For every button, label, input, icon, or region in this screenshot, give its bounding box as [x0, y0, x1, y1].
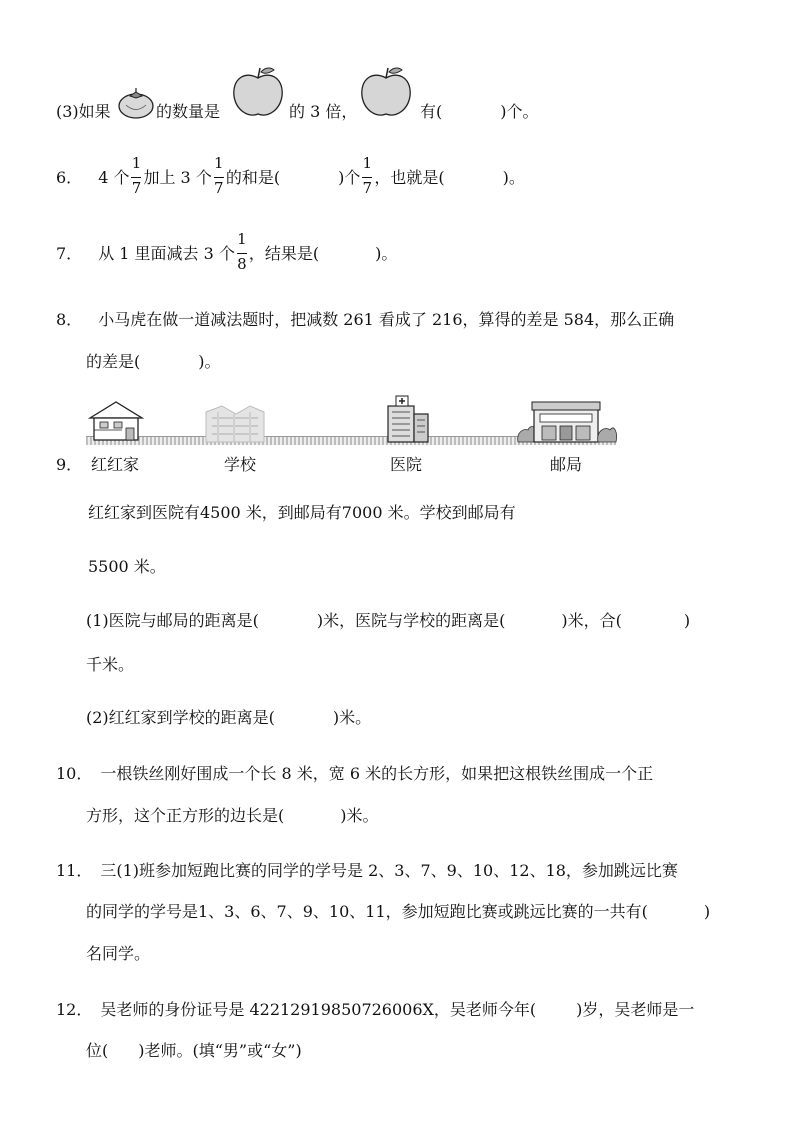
- q9-text-line2: 5500 米。: [88, 557, 166, 576]
- q8-text-line2b: )。: [198, 352, 221, 371]
- house-icon: [86, 398, 146, 442]
- q9-part1-line: [86, 611, 690, 631]
- q10-text-line1: 一根铁丝刚好围成一个长 8 米，宽 6 米的长方形，如果把这根铁丝围成一个正: [100, 764, 654, 783]
- question-number: 10．: [56, 764, 93, 783]
- place-label-hospital: 医院: [390, 455, 423, 474]
- fraction-one-eighth: [236, 229, 248, 273]
- q6-text-b: 加上 3 个: [143, 168, 212, 187]
- place-label-post-office: 邮局: [550, 455, 583, 474]
- q12-line-2: [86, 1041, 302, 1061]
- q9-p1-text-c: )米，合(: [561, 611, 622, 630]
- place-label-school: 学校: [224, 455, 257, 474]
- q12-text-line2b: )老师。(填“男”或“女”): [138, 1041, 302, 1060]
- post-office-icon: [516, 396, 618, 444]
- q5-text-b: 的数量是: [156, 102, 221, 121]
- q9-p1-text-d: ): [683, 611, 691, 630]
- q12-text-line2a: 位(: [86, 1041, 109, 1060]
- q9-p1-text-a: (1)医院与邮局的距离是(: [86, 611, 259, 630]
- q7-text-a: 从 1 里面减去 3 个: [98, 244, 235, 263]
- q8-line-2: [86, 352, 221, 372]
- q10-text-line2a: 方形，这个正方形的边长是(: [86, 806, 285, 825]
- q11-line-1: [56, 861, 678, 881]
- q9-part1-line2: 千米。: [86, 655, 135, 674]
- q10-line-1: [56, 764, 653, 784]
- apple-icon: [230, 64, 286, 120]
- fraction-one-seventh: [213, 153, 225, 197]
- q12-text-line1a: 吴老师的身份证号是 42212919850726006X，吴老师今年(: [100, 1000, 537, 1019]
- fraction-one-seventh: [130, 153, 142, 197]
- hospital-icon: [384, 394, 432, 444]
- q5-part3-line: [56, 102, 111, 122]
- q5-text-a: (3)如果: [56, 102, 111, 121]
- place-label-home: 红红家: [91, 455, 140, 474]
- tomato-icon: [116, 84, 156, 120]
- q10-line-2: [86, 806, 379, 826]
- q5-text-b-wrap: [156, 102, 220, 122]
- fraction-denominator: 7: [362, 178, 373, 197]
- q9-text-line1: 红红家到医院有4500 米，到邮局有7000 米。学校到邮局有: [88, 503, 516, 522]
- q11-text-line2b: ): [703, 902, 711, 921]
- q10-text-line2b: )米。: [340, 806, 379, 825]
- q9-p2-text-a: (2)红红家到学校的距离是(: [86, 708, 275, 727]
- q6-text-d: )个: [338, 168, 361, 187]
- fraction-one-seventh: [361, 153, 373, 197]
- apple-icon: [358, 64, 414, 120]
- fraction-numerator: 1: [131, 153, 142, 172]
- q12-line-1: [56, 1000, 694, 1020]
- q8-text-line2a: 的差是(: [86, 352, 141, 371]
- q6-line: [56, 153, 525, 197]
- q9-p2-text-b: )米。: [332, 708, 372, 727]
- q11-line-2: [86, 902, 710, 922]
- question-number: 11．: [56, 861, 93, 880]
- q11-text-line1: 三(1)班参加短跑比赛的同学的学号是 2、3、7、9、10、12、18，参加跳远比赛: [100, 861, 678, 880]
- q9-p1-text-b: )米，医院与学校的距离是(: [316, 611, 506, 630]
- q11-line-3: 名同学。: [86, 944, 151, 963]
- q5-text-c-wrap: [289, 102, 357, 122]
- q7-text-b: ，结果是(: [248, 244, 320, 263]
- q6-text-c: 的和是(: [225, 168, 281, 187]
- q12-text-line1b: )岁，吴老师是一: [576, 1000, 695, 1019]
- fraction-denominator: 8: [237, 254, 247, 273]
- q6-text-f: )。: [502, 168, 525, 187]
- fraction-numerator: 1: [237, 229, 247, 248]
- q6-text-a: 4 个: [98, 168, 130, 187]
- question-number: 8．: [56, 310, 83, 329]
- fraction-numerator: 1: [362, 153, 373, 172]
- fraction-denominator: 7: [131, 178, 142, 197]
- q5-text-e: )个。: [500, 102, 539, 121]
- question-number: 7．: [56, 244, 83, 263]
- q5-text-d: 有(: [420, 102, 443, 121]
- q5-text-d-wrap: [420, 102, 539, 122]
- question-number: 9．: [56, 455, 83, 474]
- q7-line: [56, 229, 398, 273]
- q5-text-c: 的 3 倍，: [289, 102, 358, 121]
- school-icon: [204, 402, 266, 444]
- q11-text-line2a: 的同学的学号是1、3、6、7、9、10、11，参加短跑比赛或跳远比赛的一共有(: [86, 902, 648, 921]
- q8-line-1: [56, 310, 674, 330]
- q7-text-c: )。: [375, 244, 398, 263]
- question-number: 6．: [56, 168, 83, 187]
- fraction-numerator: 1: [214, 153, 224, 172]
- question-number: 12．: [56, 1000, 93, 1019]
- q9-part2-line: [86, 708, 371, 728]
- q6-text-e: ，也就是(: [374, 168, 445, 187]
- q8-text-line1: 小马虎在做一道减法题时，把减数 261 看成了 216，算得的差是 584，那么正确: [98, 310, 675, 329]
- fraction-denominator: 7: [214, 178, 224, 197]
